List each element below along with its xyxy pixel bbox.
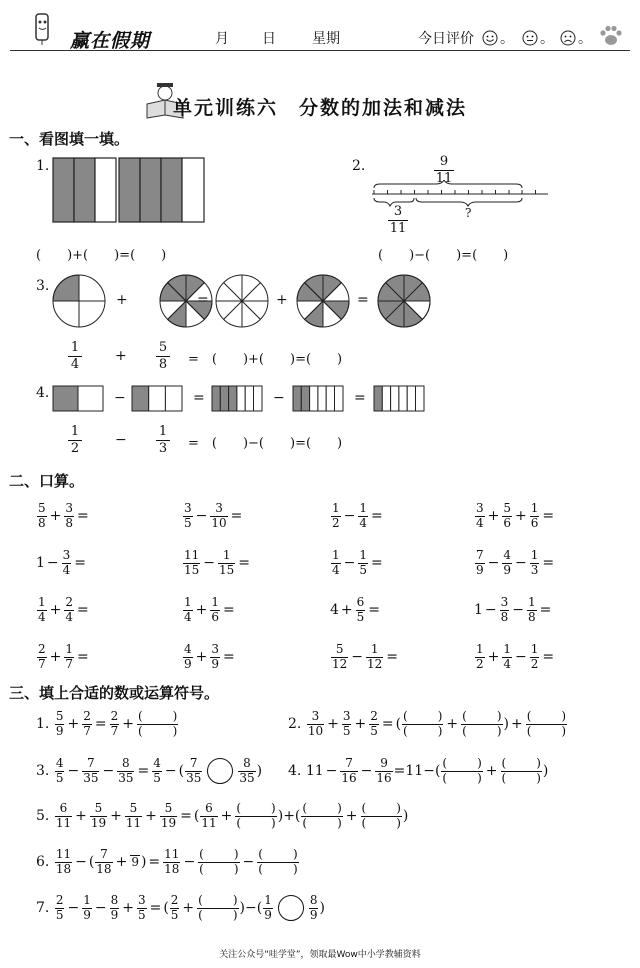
q4-rect-diagram — [52, 385, 432, 413]
sad-face-icon[interactable] — [560, 30, 576, 46]
oral-calc-item[interactable]: $\frac{11}{15}$ − $\frac{1}{15}$ = — [184, 548, 251, 577]
oral-calc-item[interactable]: 1 − $\frac{3}{4}$ = — [36, 548, 87, 577]
q4-fraction-2: 1 3 — [156, 424, 170, 456]
s3-problem-4: 4. 11 − $\frac{7}{16}$ − $\frac{9}{16}$ =11−( $\frac{( )}{( )}$ + $\frac{( )}{( )}$ ) — [288, 756, 549, 785]
oral-calc-item[interactable]: $\frac{1}{4}$ − $\frac{1}{5}$ = — [332, 548, 383, 577]
oral-calc-item[interactable]: $\frac{3}{5}$ − $\frac{3}{10}$ = — [184, 501, 243, 530]
month-label: 月 — [215, 31, 229, 47]
s3-operator-circle[interactable] — [278, 895, 304, 921]
rating-label: 今日评价 — [418, 31, 474, 47]
header-divider — [10, 50, 630, 51]
oral-calc-item[interactable]: $\frac{5}{8}$ + $\frac{3}{8}$ = — [38, 501, 89, 530]
q3-number: 3. — [36, 278, 50, 294]
oral-calc-item[interactable]: $\frac{1}{4}$ + $\frac{1}{6}$ = — [184, 595, 235, 624]
s3-answer-blank[interactable]: $\frac{( )}{( )}$ — [403, 709, 443, 738]
s3-problem-5: 5. $\frac{6}{11}$ + $\frac{5}{19}$ + $\frac{5}{11}$ + $\frac{5}{19}$ = ( $\frac{6}{11}$ + $\frac{( )}{( )}$ )+( $\frac{( )}{( )}$ + $\frac{( )}{( )}$ ) — [36, 801, 409, 830]
brand-title: 赢在假期 — [70, 30, 151, 52]
q2-number: 2. — [352, 158, 366, 174]
s3-answer-blank[interactable]: $\frac{( )}{( )}$ — [442, 756, 482, 785]
weekday-label: 星期 — [312, 31, 340, 47]
q4-op-4: = — [354, 390, 366, 406]
neutral-face-icon[interactable] — [522, 30, 538, 46]
q2-question-mark: ? — [465, 206, 472, 220]
section-1-heading: 一、看图填一填。 — [9, 130, 130, 148]
q4-op-3: − — [273, 390, 285, 406]
s3-answer-blank[interactable]: $\frac{( )}{( )}$ — [361, 801, 401, 830]
s3-problem-2: 2. $\frac{3}{10}$ + $\frac{3}{5}$ + $\frac{2}{5}$ = ( $\frac{( )}{( )}$ + $\frac{( )}{( )}$ ) + $\frac{( )}{( )}$ — [288, 709, 567, 738]
s3-operator-circle[interactable] — [207, 758, 233, 784]
s3-answer-blank[interactable]: $\frac{( )}{( )}$ — [236, 801, 276, 830]
footer-note: 关注公众号“哇学堂”，领取最Wow中小学教辅资料 — [219, 950, 421, 960]
oral-calc-item[interactable]: 4 + $\frac{6}{5}$ = — [330, 595, 381, 624]
s3-problem-1: 1. $\frac{5}{9}$ + $\frac{2}{7}$ = $\frac{2}{7}$ + $\frac{( )}{( )}$ — [36, 709, 178, 738]
q4-op-1: − — [114, 390, 126, 406]
oral-calc-item[interactable]: $\frac{4}{9}$ + $\frac{3}{9}$ = — [184, 642, 235, 671]
s3-answer-blank[interactable]: $\frac{( )}{( )}$ — [199, 847, 239, 876]
q3-plus: + — [115, 348, 127, 364]
s3-answer-blank[interactable]: $\frac{( )}{( )}$ — [302, 801, 342, 830]
oral-calc-item[interactable]: $\frac{1}{2}$ − $\frac{1}{4}$ = — [332, 501, 383, 530]
oral-calc-item[interactable]: 1 − $\frac{3}{8}$ − $\frac{1}{8}$ = — [474, 595, 552, 624]
happy-face-icon[interactable] — [482, 30, 498, 46]
q4-minus: − — [115, 432, 127, 448]
s3-answer-blank[interactable]: $\frac{( )}{( )}$ — [137, 709, 178, 738]
s3-problem-7: 7. $\frac{2}{5}$ − $\frac{1}{9}$ − $\frac{8}{9}$ + $\frac{3}{5}$ = ( $\frac{2}{5}$ + $\frac{( )}{( )}$ )−( $\frac{1}{9}$ $\frac{8}{9}$ ) — [36, 893, 325, 922]
q3-fraction-1: 1 4 — [68, 340, 82, 372]
dot-separator: 。 — [578, 31, 592, 47]
dot-separator: 。 — [540, 31, 554, 47]
s3-answer-blank[interactable]: $\frac{( )}{( )}$ — [258, 847, 298, 876]
s3-answer-blank[interactable]: $\frac{( )}{( )}$ — [501, 756, 541, 785]
q3-answer-blanks[interactable]: = ( )+( )=( ) — [188, 352, 343, 367]
q3-op-3: + — [276, 292, 288, 308]
q3-fraction-2: 5 8 — [156, 340, 170, 372]
oral-calc-item[interactable]: $\frac{2}{7}$ + $\frac{1}{7}$ = — [38, 642, 89, 671]
q4-number: 4. — [36, 385, 50, 401]
q1-number: 1. — [36, 158, 50, 174]
q2-answer-blanks[interactable]: ( )−( )=( ) — [378, 248, 509, 263]
oral-calc-item[interactable]: $\frac{1}{4}$ + $\frac{2}{4}$ = — [38, 595, 89, 624]
page-header — [0, 0, 640, 58]
s3-answer-blank[interactable]: $\frac{( )}{( )}$ — [198, 893, 238, 922]
day-label: 日 — [262, 31, 276, 47]
s3-answer-blank[interactable]: $\frac{( )}{( )}$ — [526, 709, 567, 738]
q3-op-2: = — [197, 292, 209, 308]
s3-problem-3: 3. $\frac{4}{5}$ − $\frac{7}{35}$ − $\frac{8}{35}$ = $\frac{4}{5}$ − ( $\frac{7}{35}$ $\frac{8}{35}$ ) — [36, 756, 263, 785]
q1-answer-blanks[interactable]: ( )+( )=( ) — [36, 248, 167, 263]
section-2-heading: 二、口算。 — [9, 472, 85, 490]
q3-circle-diagram — [52, 273, 432, 329]
oral-calc-item[interactable]: $\frac{3}{4}$ + $\frac{5}{6}$ + $\frac{1}{6}$ = — [476, 501, 555, 530]
page-title: 单元训练六 分数的加法和减法 — [172, 97, 467, 119]
q3-op-4: = — [357, 292, 369, 308]
dot-separator: 。 — [500, 31, 514, 47]
oral-calc-item[interactable]: $\frac{7}{9}$ − $\frac{4}{9}$ − $\frac{1}{3}$ = — [476, 548, 555, 577]
paw-icon — [598, 24, 624, 48]
oral-calc-item[interactable]: $\frac{1}{2}$ + $\frac{1}{4}$ − $\frac{1}{2}$ = — [476, 642, 555, 671]
q4-fraction-1: 1 2 — [68, 424, 82, 456]
section-3-heading: 三、填上合适的数或运算符号。 — [9, 684, 220, 702]
q4-answer-blanks[interactable]: = ( )−( )=( ) — [188, 436, 343, 451]
oral-calc-item[interactable]: $\frac{5}{12}$ − $\frac{1}{12}$ = — [332, 642, 399, 671]
q2-top-fraction: 9 11 — [435, 154, 453, 186]
s3-problem-6: 6. $\frac{11}{18}$ − ( $\frac{7}{18}$ + 9 ) = $\frac{11}{18}$ − $\frac{( )}{( )}$ − $\frac{( )}{( )}$ — [36, 847, 298, 876]
q2-left-fraction: 3 11 — [389, 204, 407, 236]
mascot-icon — [30, 12, 56, 46]
q3-op-1: + — [116, 292, 128, 308]
s3-answer-blank[interactable]: $\frac{( )}{( )}$ — [462, 709, 502, 738]
q4-op-2: = — [193, 390, 205, 406]
q1-bar-diagram — [52, 157, 206, 223]
